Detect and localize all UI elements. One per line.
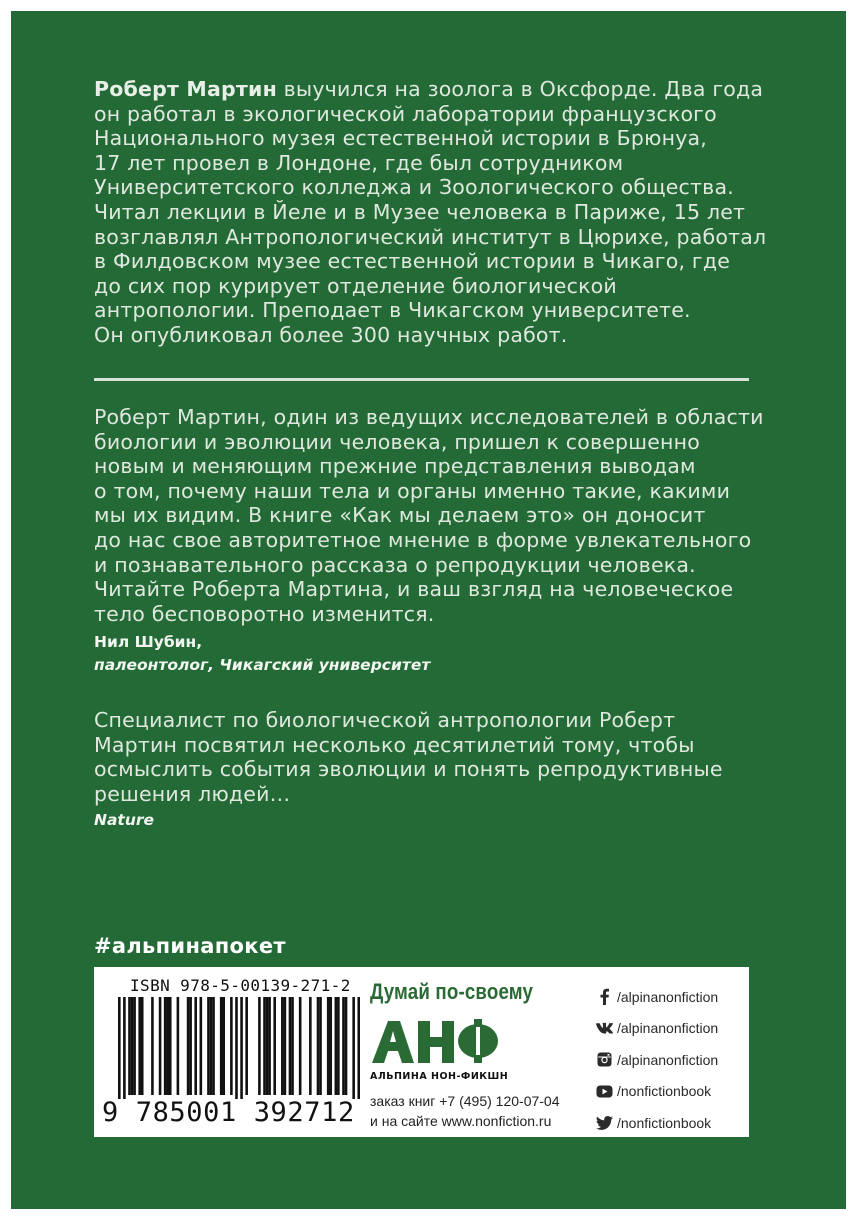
barcode-bar	[200, 997, 203, 1095]
bio-line: он работал в экологической лаборатории французского	[94, 101, 717, 126]
review-line: Мартин посвятил несколько десятилетий тому, чтобы	[94, 732, 695, 757]
barcode-bar	[240, 997, 243, 1099]
review-line: биологии и эволюции человека, пришел к совершенно	[94, 429, 700, 454]
bio-line: Он опубликовал более 300 научных работ.	[94, 322, 568, 347]
barcode-bar	[309, 997, 312, 1095]
youtube-icon	[596, 1083, 613, 1100]
barcode-bar	[212, 997, 215, 1095]
barcode-bar	[133, 997, 136, 1095]
bio-line: антропологии. Преподает в Чикагском университете.	[94, 298, 691, 323]
barcode-bar	[342, 997, 345, 1095]
barcode-bar	[329, 997, 332, 1095]
bio-line: Читал лекции в Йеле и в Музее человека в Париже, 15 лет	[94, 199, 746, 224]
barcode	[118, 997, 360, 1099]
twitter-icon	[596, 1114, 613, 1131]
social-twitter[interactable]	[596, 1107, 718, 1139]
bio-line: Национального музея естественной истории в Брюнуа,	[94, 126, 708, 151]
barcode-bar	[357, 997, 360, 1099]
barcode-bar	[337, 997, 340, 1095]
barcode-bar	[352, 997, 355, 1099]
hashtag: #альпинапокет	[94, 934, 286, 958]
bio-line: возглавлял Антропологический институт в Цюрихе, работал	[94, 224, 767, 249]
barcode-bar	[187, 997, 190, 1095]
instagram-icon	[596, 1051, 613, 1068]
bio-line: 17 лет провел в Лондоне, где был сотрудником	[94, 150, 624, 175]
barcode-bar	[235, 997, 238, 1099]
barcode-bar	[230, 997, 233, 1095]
barcode-bar	[335, 997, 338, 1095]
barcode-bar	[141, 997, 144, 1095]
barcode-bar	[151, 997, 154, 1095]
review-line: осмыслить события эволюции и понять репродуктивные	[94, 757, 723, 782]
bio-line: Университетского колледжа и Зоологического общества.	[94, 175, 734, 200]
barcode-bar	[138, 997, 141, 1095]
info-panel	[94, 967, 749, 1137]
barcode-bar	[266, 997, 269, 1095]
barcode-bar	[128, 997, 131, 1095]
barcode-bar	[273, 997, 276, 1095]
barcode-bar	[164, 997, 167, 1095]
barcode-bar	[210, 997, 213, 1095]
barcode-bar	[207, 997, 210, 1095]
social-facebook[interactable]	[596, 981, 718, 1013]
social-handle: /alpinanonfiction	[617, 1051, 719, 1068]
publisher-slogan: Думай по-своему	[370, 979, 534, 1004]
review-line: Специалист по биологической антропологии Роберт	[94, 708, 676, 732]
barcode-bar	[281, 997, 284, 1095]
bio-line: до сих пор курирует отделение биологической	[94, 273, 617, 298]
review-author-role: палеонтолог, Чикагский университет	[94, 656, 431, 674]
order-phone: заказ книг +7 (495) 120-07-04	[370, 1093, 560, 1109]
barcode-bar	[327, 997, 330, 1095]
review-author: Нил Шубин,	[94, 633, 203, 651]
review-line: и познавательного рассказа о репродукции человека.	[94, 552, 696, 577]
barcode-bar	[245, 997, 248, 1095]
barcode-bar	[123, 997, 126, 1099]
barcode-bar	[258, 997, 261, 1095]
barcode-bar	[194, 997, 197, 1095]
order-info	[370, 1091, 560, 1131]
barcode-bar	[263, 997, 266, 1095]
review-line: тело бесповоротно изменится.	[94, 601, 435, 626]
barcode-bar	[131, 997, 134, 1095]
barcode-bar	[317, 997, 320, 1095]
review-nature	[94, 708, 723, 806]
review-line: Читайте Роберта Мартина, и ваш взгляд на человеческое	[94, 577, 734, 602]
review-shubin	[94, 405, 764, 626]
review-line: мы их видим. В книге «Как мы делаем это» он доносит	[94, 503, 706, 528]
barcode-bar	[284, 997, 287, 1095]
anf-logo	[370, 1017, 502, 1065]
barcode-bar	[189, 997, 192, 1095]
facebook-icon	[596, 988, 613, 1005]
divider	[94, 378, 749, 381]
bio-line: в Филдовском музее естественной истории в Чикаго, где	[94, 249, 731, 274]
barcode-digits: 9 785001 392712	[102, 1097, 355, 1128]
barcode-bar	[291, 997, 294, 1095]
author-name: Роберт Мартин	[94, 77, 277, 101]
barcode-bar	[299, 997, 302, 1095]
social-handle: /alpinanonfiction	[617, 1020, 719, 1037]
publisher-name: АЛЬПИНА НОН-ФИКШН	[370, 1071, 509, 1082]
social-vk[interactable]	[596, 1013, 718, 1045]
social-handle: /alpinanonfiction	[617, 988, 719, 1005]
vk-icon	[596, 1020, 613, 1037]
barcode-bar	[319, 997, 322, 1095]
review-line: решения людей…	[94, 781, 291, 806]
review-line: до нас свое авторитетное мнение в форме увлекательного	[94, 527, 752, 552]
barcode-bar	[177, 997, 180, 1095]
isbn-label: ISBN 978-5-00139-271-2	[130, 976, 351, 995]
author-bio	[94, 77, 766, 348]
bio-line: Роберт Мартин выучился на зоолога в Оксфорде. Два года	[94, 77, 764, 101]
barcode-bar	[345, 997, 348, 1095]
social-youtube[interactable]	[596, 1076, 718, 1108]
barcode-bar	[289, 997, 292, 1095]
review-source: Nature	[94, 811, 155, 829]
social-handle: /nonfictionbook	[617, 1083, 712, 1100]
barcode-bar	[166, 997, 169, 1095]
review-line: о том, почему наши тела и органы именно такие, какими	[94, 478, 731, 503]
social-handle: /nonfictionbook	[617, 1114, 712, 1131]
barcode-bar	[118, 997, 121, 1099]
review-line: Роберт Мартин, один из ведущих исследователей в области	[94, 405, 764, 429]
barcode-bar	[222, 997, 225, 1095]
social-links	[596, 981, 718, 1139]
barcode-bar	[169, 997, 172, 1095]
order-site: и на сайте www.nonfiction.ru	[370, 1113, 552, 1129]
barcode-bar	[159, 997, 162, 1095]
social-instagram[interactable]	[596, 1044, 718, 1076]
review-line: новым и меняющим прежние представления выводам	[94, 454, 696, 479]
barcode-bar	[220, 997, 223, 1095]
barcode-bar	[268, 997, 271, 1095]
